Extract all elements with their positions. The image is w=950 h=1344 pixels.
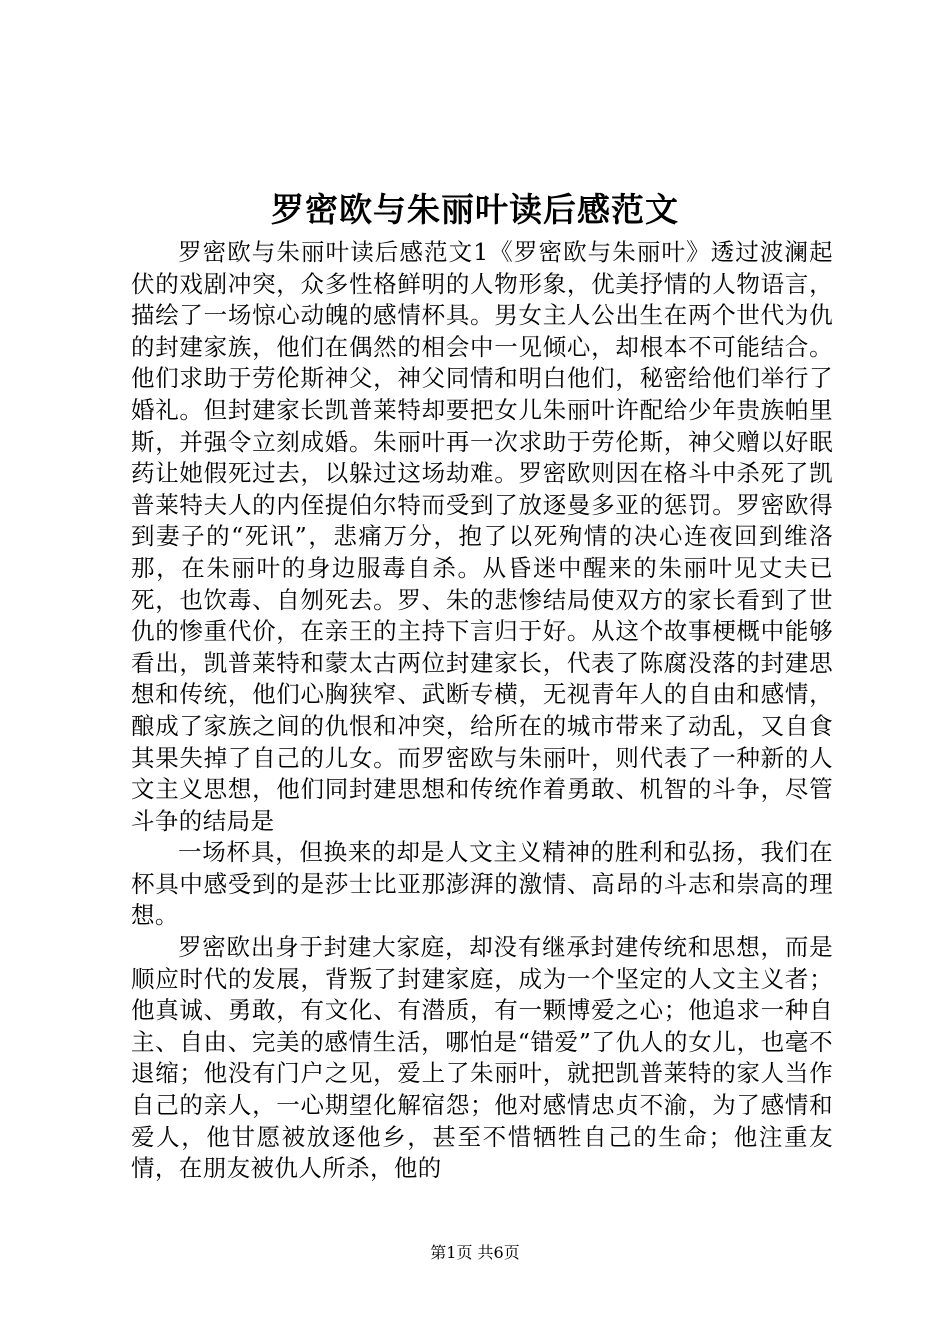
page-footer: 第1页 共6页 [430,1243,520,1262]
document-body [131,237,833,1185]
paragraph-3: 罗密欧出身于封建大家庭，却没有继承封建传统和思想，而是顺应时代的发展，背叛了封建家庭，成为一个坚定的人文主义者；他真诚、勇敢，有文化、有潜质，有一颗博爱之心；他追求一种自主、自由、完美的感情生活，哪怕是“错爱”了仇人的女儿，也毫不退缩；他没有门户之见，爱上了朱丽叶，就把凯普莱特的家人当作自己的亲人，一心期望化解宿怨；他对感情忠贞不渝，为了感情和爱人，他甘愿被放逐他乡，甚至不惜牺牲自己的生命；他注重友情，在朋友被仇人所杀，他的 [131,933,833,1183]
document-title: 罗密欧与朱丽叶读后感范文 [271,190,679,229]
paragraph-1: 罗密欧与朱丽叶读后感范文1《罗密欧与朱丽叶》透过波澜起伏的戏剧冲突，众多性格鲜明的人物形象，优美抒情的人物语言，描绘了一场惊心动魄的感情杯具。男女主人公出生在两个世代为仇的封建家族，他们在偶然的相会中一见倾心，却根本不可能结合。他们求助于劳伦斯神父，神父同情和明白他们，秘密给他们举行了婚礼。但封建家长凯普莱特却要把女儿朱丽叶许配给少年贵族帕里斯，并强令立刻成婚。朱丽叶再一次求助于劳伦斯，神父赠以好眠药让她假死过去，以躲过这场劫难。罗密欧则因在格斗中杀死了凯普莱特夫人的内侄提伯尔特而受到了放逐曼多亚的惩罚。罗密欧得到妻子的“死讯”，悲痛万分，抱了以死殉情的决心连夜回到维洛那，在朱丽叶的身边服毒自杀。从昏迷中醒来的朱丽叶见丈夫已死，也饮毒、自刎死去。罗、朱的悲惨结局使双方的家长看到了世仇的惨重代价，在亲王的主持下言归于好。从这个故事梗概中能够看出，凯普莱特和蒙太古两位封建家长，代表了陈腐没落的封建思想和传统，他们心胸狭窄、武断专横，无视青年人的自由和感情，酿成了家族之间的仇恨和冲突，给所在的城市带来了动乱，又自食其果失掉了自己的儿女。而罗密欧与朱丽叶，则代表了一种新的人文主义思想，他们同封建思想和传统作着勇敢、机智的斗争，尽管斗争的结局是 [131,238,833,835]
paragraph-2: 一场杯具，但换来的却是人文主义精神的胜利和弘扬，我们在杯具中感受到的是莎士比亚那澎湃的激情、高昂的斗志和崇高的理想。 [131,838,833,930]
